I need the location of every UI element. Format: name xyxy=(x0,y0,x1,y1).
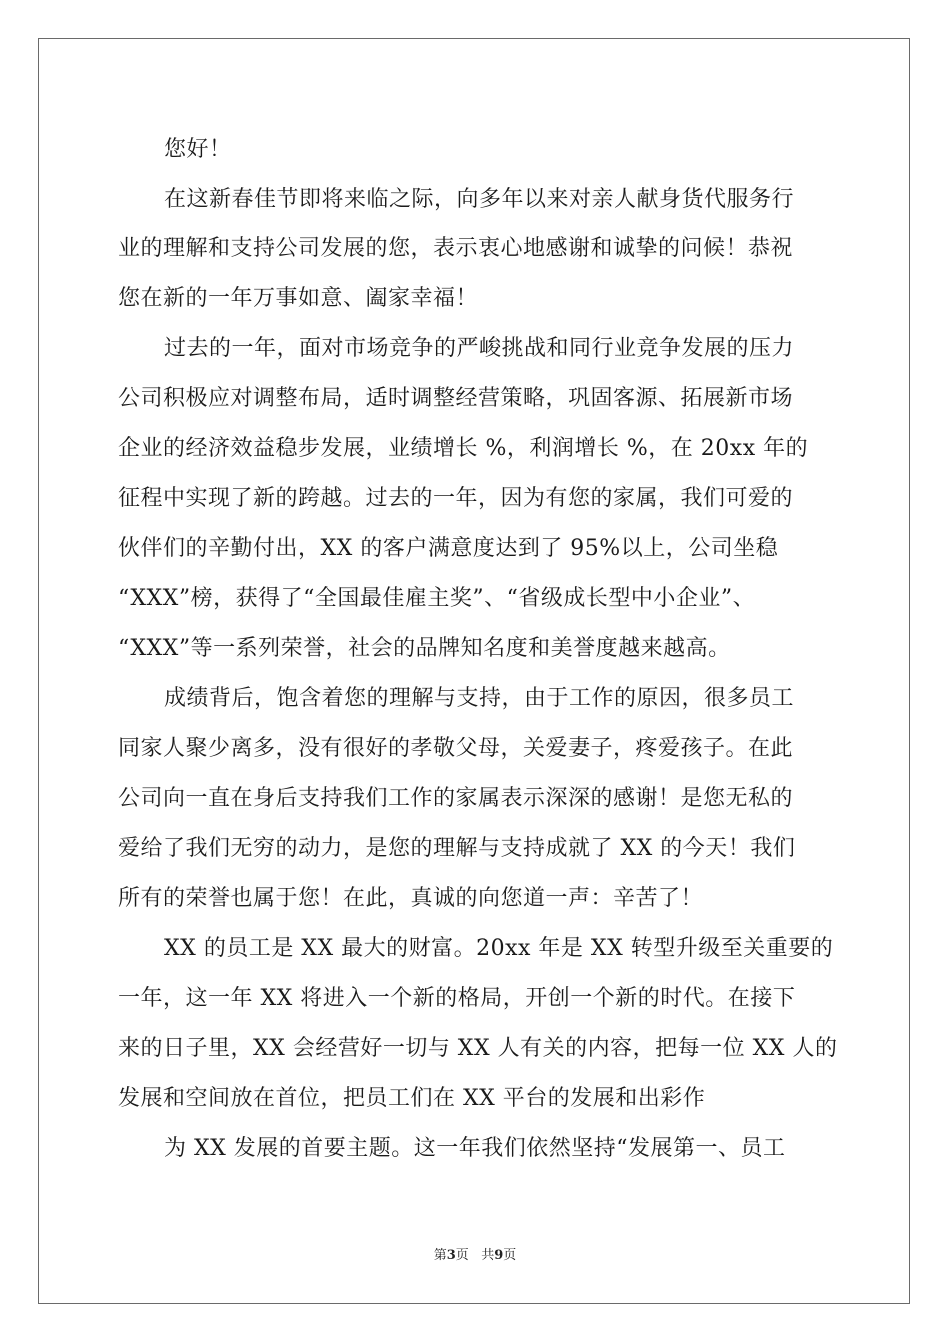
page-number: 3 xyxy=(446,1248,456,1263)
text-line: 发展和空间放在首位，把员工们在 XX 平台的发展和出彩作 xyxy=(118,1086,706,1111)
text-line: 所有的荣誉也属于您！在此，真诚的向您道一声：辛苦了！ xyxy=(118,886,704,911)
text-line: 来的日子里，XX 会经营好一切与 XX 人有关的内容，把每一位 XX 人的 xyxy=(118,1036,838,1061)
text-line: 过去的一年，面对市场竞争的严峻挑战和同行业竞争发展的压力 xyxy=(164,336,795,361)
text-line: 企业的经济效益稳步发展，业绩增长 %，利润增长 %，在 20xx 年的 xyxy=(118,436,809,461)
page-suffix: 页 xyxy=(455,1248,469,1263)
text-line: 伙伴们的辛勤付出，XX 的客户满意度达到了 95%以上，公司坐稳 xyxy=(118,536,779,561)
page-border xyxy=(38,38,910,1304)
text-line: “XXX”等一系列荣誉，社会的品牌知名度和美誉度越来越高。 xyxy=(118,636,731,661)
text-line: 爱给了我们无穷的动力，是您的理解与支持成就了 XX 的今天！我们 xyxy=(118,836,796,861)
total-prefix: 共 xyxy=(481,1248,495,1263)
text-line: 同家人聚少离多，没有很好的孝敬父母，关爱妻子，疼爱孩子。在此 xyxy=(118,736,794,761)
text-line: 征程中实现了新的跨越。过去的一年，因为有您的家属，我们可爱的 xyxy=(118,486,794,511)
text-line: 业的理解和支持公司发展的您，表示衷心地感谢和诚挚的问候！恭祝 xyxy=(118,236,794,261)
page-prefix: 第 xyxy=(433,1248,447,1263)
text-line: XX 的员工是 XX 最大的财富。20xx 年是 XX 转型升级至关重要的 xyxy=(164,936,834,961)
text-line: 在这新春佳节即将来临之际，向多年以来对亲人献身货代服务行 xyxy=(164,187,795,212)
text-line: 为 XX 发展的首要主题。这一年我们依然坚持“发展第一、员工 xyxy=(164,1136,786,1161)
text-line: “XXX”榜，获得了“全国最佳雇主奖”、“省级成长型中小企业”、 xyxy=(118,586,756,611)
total-suffix: 页 xyxy=(503,1248,517,1263)
text-line: 您在新的一年万事如意、阖家幸福！ xyxy=(118,286,479,311)
text-line: 一年，这一年 XX 将进入一个新的格局，开创一个新的时代。在接下 xyxy=(118,986,796,1011)
page-footer xyxy=(0,1248,950,1264)
text-line: 公司积极应对调整布局，适时调整经营策略，巩固客源、拓展新市场 xyxy=(118,386,794,411)
total-pages: 9 xyxy=(494,1248,504,1263)
greeting-line: 您好！ xyxy=(164,137,232,162)
text-line: 成绩背后，饱含着您的理解与支持，由于工作的原因，很多员工 xyxy=(164,686,795,711)
text-line: 公司向一直在身后支持我们工作的家属表示深深的感谢！是您无私的 xyxy=(118,786,794,811)
